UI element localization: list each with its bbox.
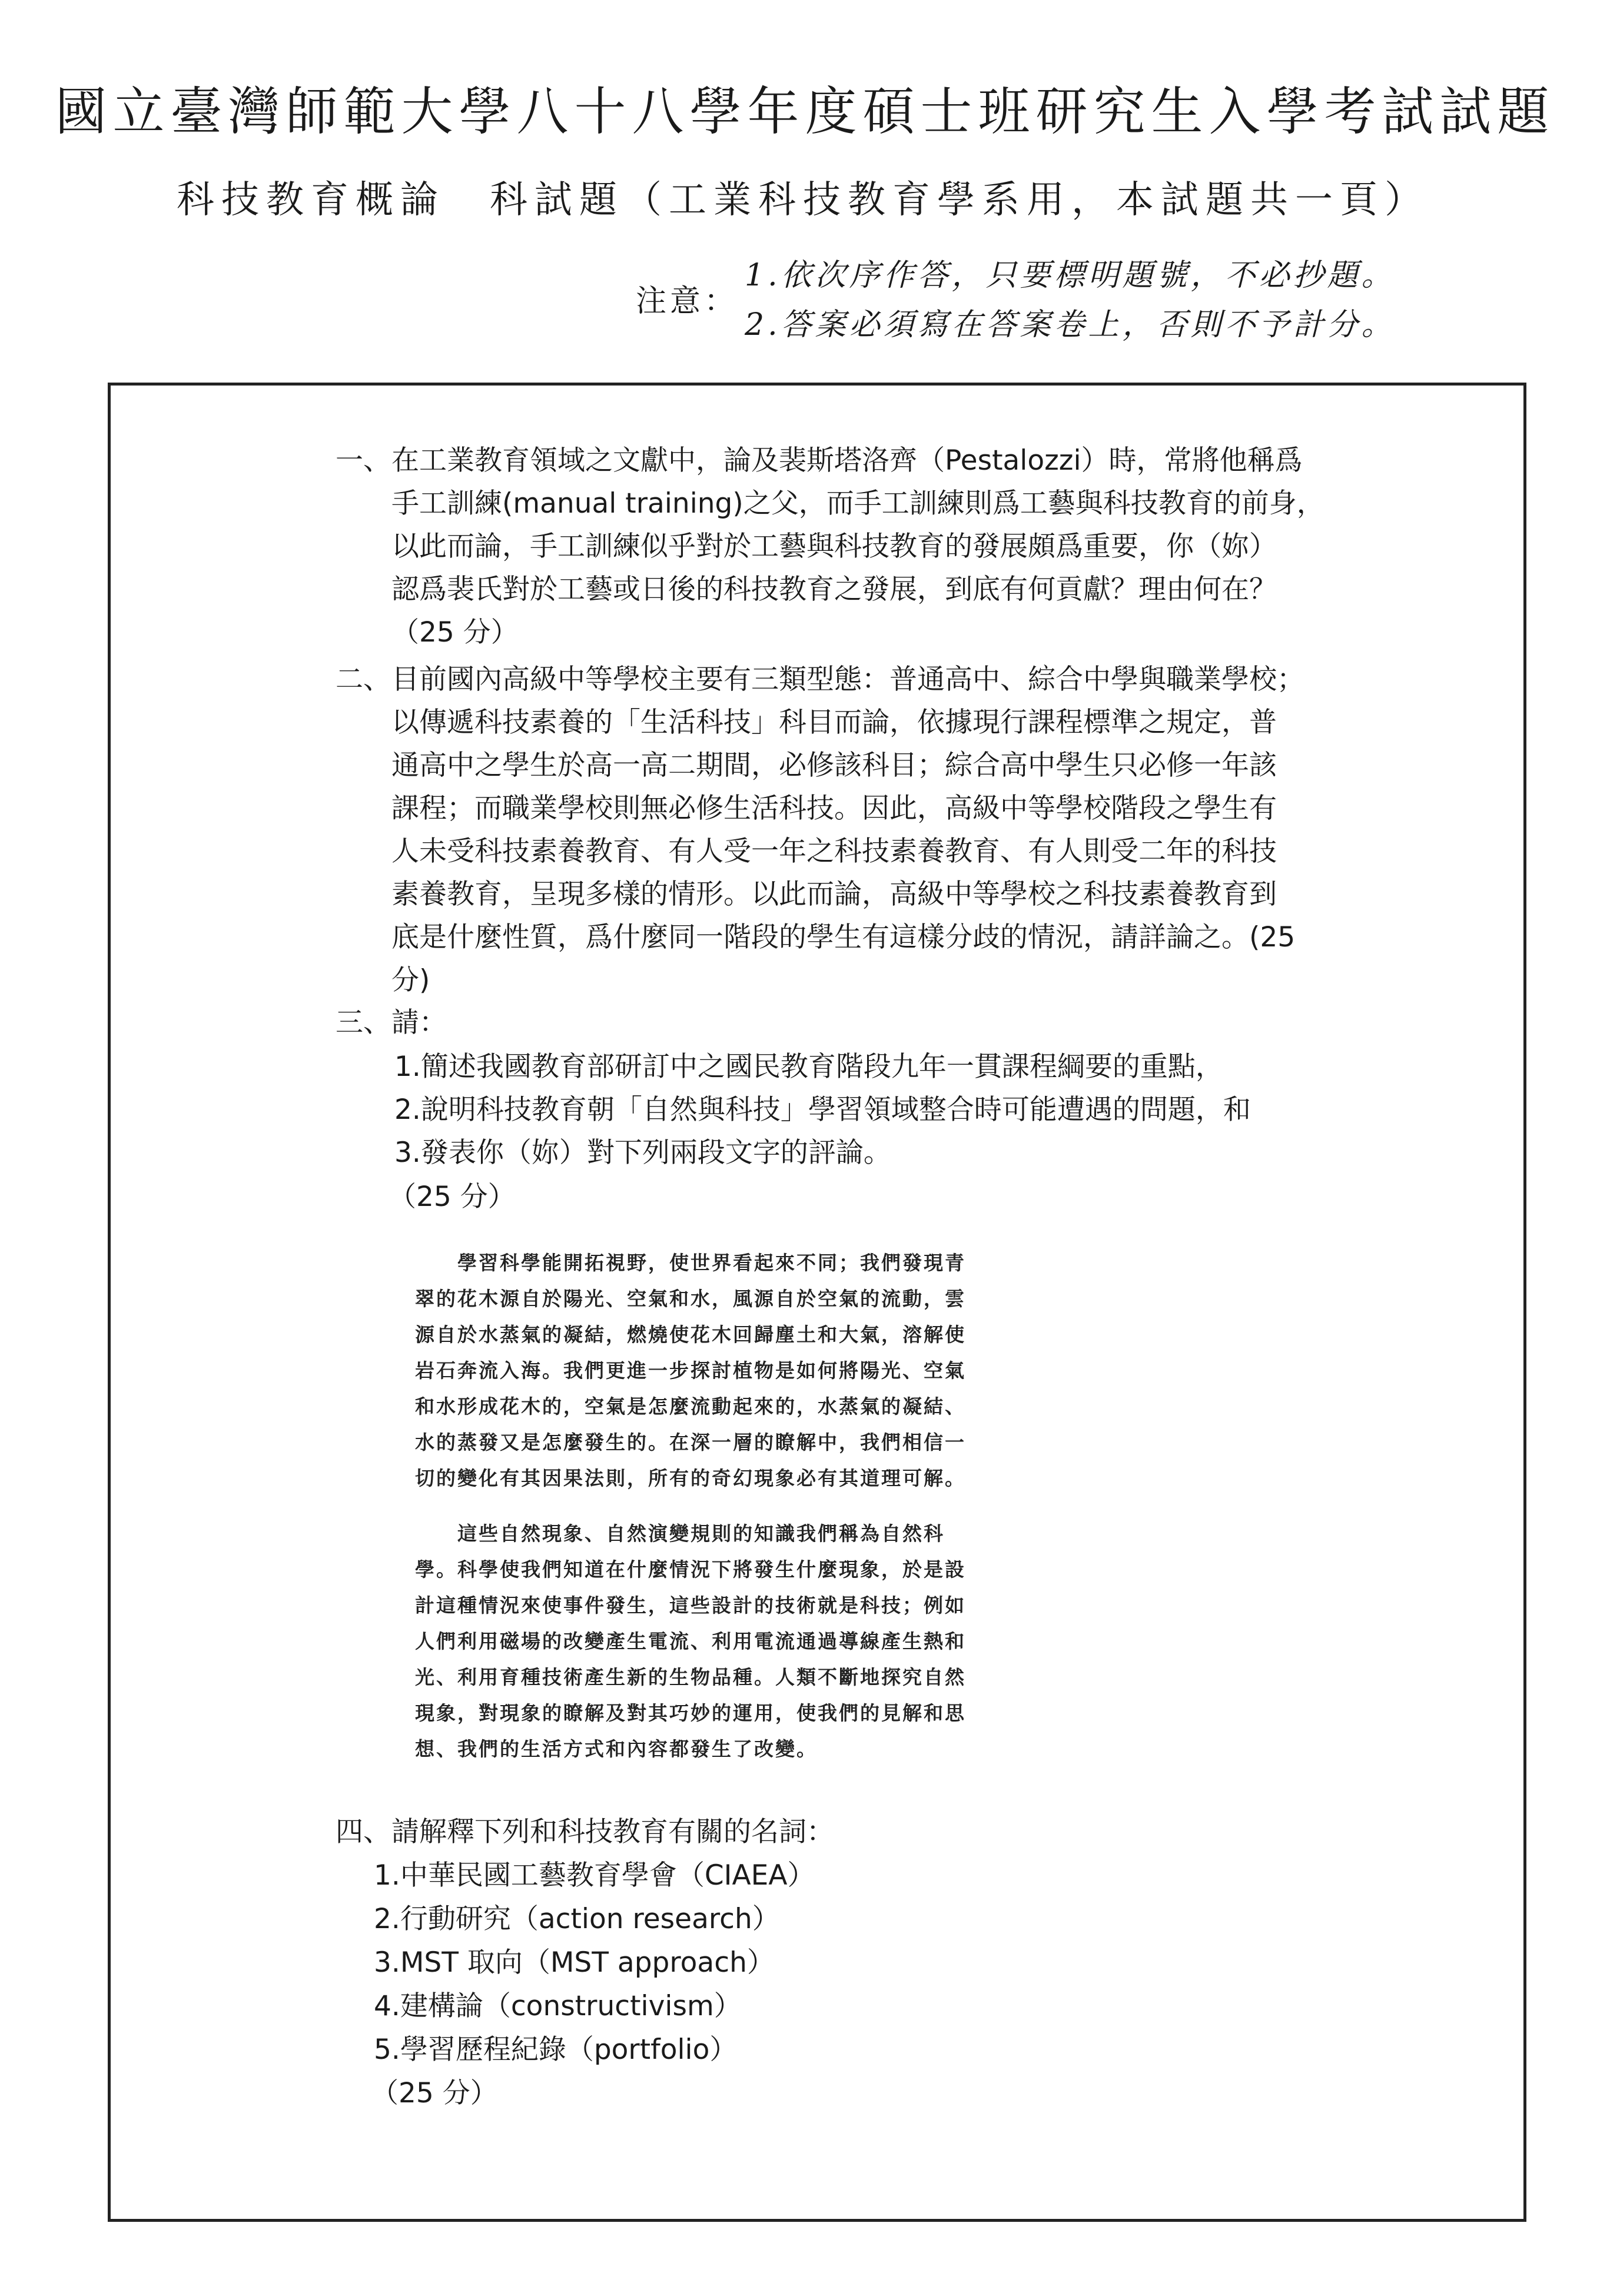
exam-title: 國立臺灣師範大學八十八學年度碩士班研究生入學考試試題 xyxy=(55,81,1555,142)
question-line: 底是什麼性質，爲什麼同一階段的學生有這樣分歧的情況，請詳論之。(25 xyxy=(391,921,1296,953)
question-line: 課程；而職業學校則無必修生活科技。因此，高級中等學校階段之學生有 xyxy=(391,792,1277,825)
question-number: 四、 xyxy=(336,1816,391,1848)
question-score: （25 分） xyxy=(371,2077,498,2109)
quote-line: 學。科學使我們知道在什麼情況下將發生什麼現象，於是設 xyxy=(415,1558,966,1581)
question-line: 以此而論，手工訓練似乎對於工藝與科技教育的發展頗爲重要，你（妳） xyxy=(391,530,1277,563)
question-score: （25 分） xyxy=(391,616,519,649)
quote-line: 現象，對現象的瞭解及對其巧妙的運用，使我們的見解和思 xyxy=(415,1702,966,1725)
notice-label: 注意： xyxy=(636,284,739,319)
notice-item: 1.依次序作答，只要標明題號，不必抄題。 xyxy=(745,258,1396,293)
question-item: 2.說明科技教育朝「自然與科技」學習領域整合時可能遭遇的問題，和 xyxy=(394,1094,1251,1126)
question-item: 5.學習歷程紀錄（portfolio） xyxy=(374,2033,738,2066)
question-item: 1.簡述我國教育部研訂中之國民教育階段九年一貫課程綱要的重點， xyxy=(394,1051,1223,1083)
question-line: 目前國內高級中等學校主要有三類型態：普通高中、綜合中學與職業學校； xyxy=(391,663,1304,696)
question-item: 1.中華民國工藝教育學會（CIAEA） xyxy=(374,1859,815,1892)
quote-line: 岩石奔流入海。我們更進一步探討植物是如何將陽光、空氣 xyxy=(415,1359,966,1382)
notice-item: 2.答案必須寫在答案卷上，否則不予計分。 xyxy=(745,307,1396,343)
quote-line: 人們利用磁場的改變產生電流、利用電流通過導線產生熱和 xyxy=(415,1630,966,1653)
question-item: 3.發表你（妳）對下列兩段文字的評論。 xyxy=(394,1137,891,1169)
question-line: 在工業教育領域之文獻中，論及裴斯塔洛齊（Pestalozzi）時，常將他稱爲 xyxy=(391,444,1303,477)
quote-line: 源自於水蒸氣的凝結，燃燒使花木回歸塵土和大氣，溶解使 xyxy=(415,1323,966,1346)
question-item: 3.MST 取向（MST approach） xyxy=(374,1946,775,1979)
exam-subtitle: 科技教育概論 科試題（工業科技教育學系用，本試題共一頁） xyxy=(177,178,1429,222)
question-line: 通高中之學生於高一高二期間，必修該科目；綜合高中學生只必修一年該 xyxy=(391,749,1277,782)
quote-line: 翠的花木源自於陽光、空氣和水，風源自於空氣的流動，雲 xyxy=(415,1287,966,1310)
question-line: 以傳遞科技素養的「生活科技」科目而論，依據現行課程標準之規定，普 xyxy=(391,706,1277,739)
quote-line: 切的變化有其因果法則，所有的奇幻現象必有其道理可解。 xyxy=(415,1467,966,1490)
quote-line: 光、利用育種技術產生新的生物品種。人類不斷地探究自然 xyxy=(415,1666,966,1689)
quote-line: 學習科學能開拓視野，使世界看起來不同；我們發現青 xyxy=(415,1251,966,1274)
quote-line: 和水形成花木的，空氣是怎麼流動起來的，水蒸氣的凝結、 xyxy=(415,1395,966,1418)
question-line: 認爲裴氏對於工藝或日後的科技教育之發展，到底有何貢獻？理由何在？ xyxy=(391,573,1277,606)
question-line: 手工訓練(manual training)之父，而手工訓練則爲工藝與科技教育的前身， xyxy=(391,487,1324,520)
quote-line: 這些自然現象、自然演變規則的知識我們稱為自然科 xyxy=(415,1522,945,1545)
quote-line: 計這種情況來使事件發生，這些設計的技術就是科技；例如 xyxy=(415,1594,966,1617)
question-line: 分) xyxy=(391,964,430,996)
question-line: 人未受科技素養教育、有人受一年之科技素養教育、有人則受二年的科技 xyxy=(391,835,1277,868)
question-intro: 請解釋下列和科技教育有關的名詞： xyxy=(391,1816,834,1848)
question-line: 素養教育，呈現多樣的情形。以此而論，高級中等學校之科技素養教育到 xyxy=(391,878,1277,911)
question-number: 二、 xyxy=(336,663,391,696)
question-number: 一、 xyxy=(336,444,391,477)
quote-line: 水的蒸發又是怎麼發生的。在深一層的瞭解中，我們相信一 xyxy=(415,1431,966,1454)
question-intro: 請： xyxy=(391,1006,447,1039)
question-item: 2.行動研究（action research） xyxy=(374,1903,780,1935)
question-number: 三、 xyxy=(336,1006,391,1039)
question-item: 4.建構論（constructivism） xyxy=(374,1990,742,2022)
question-score: （25 分） xyxy=(389,1181,516,1213)
quote-line: 想、我們的生活方式和內容都發生了改變。 xyxy=(415,1737,818,1760)
